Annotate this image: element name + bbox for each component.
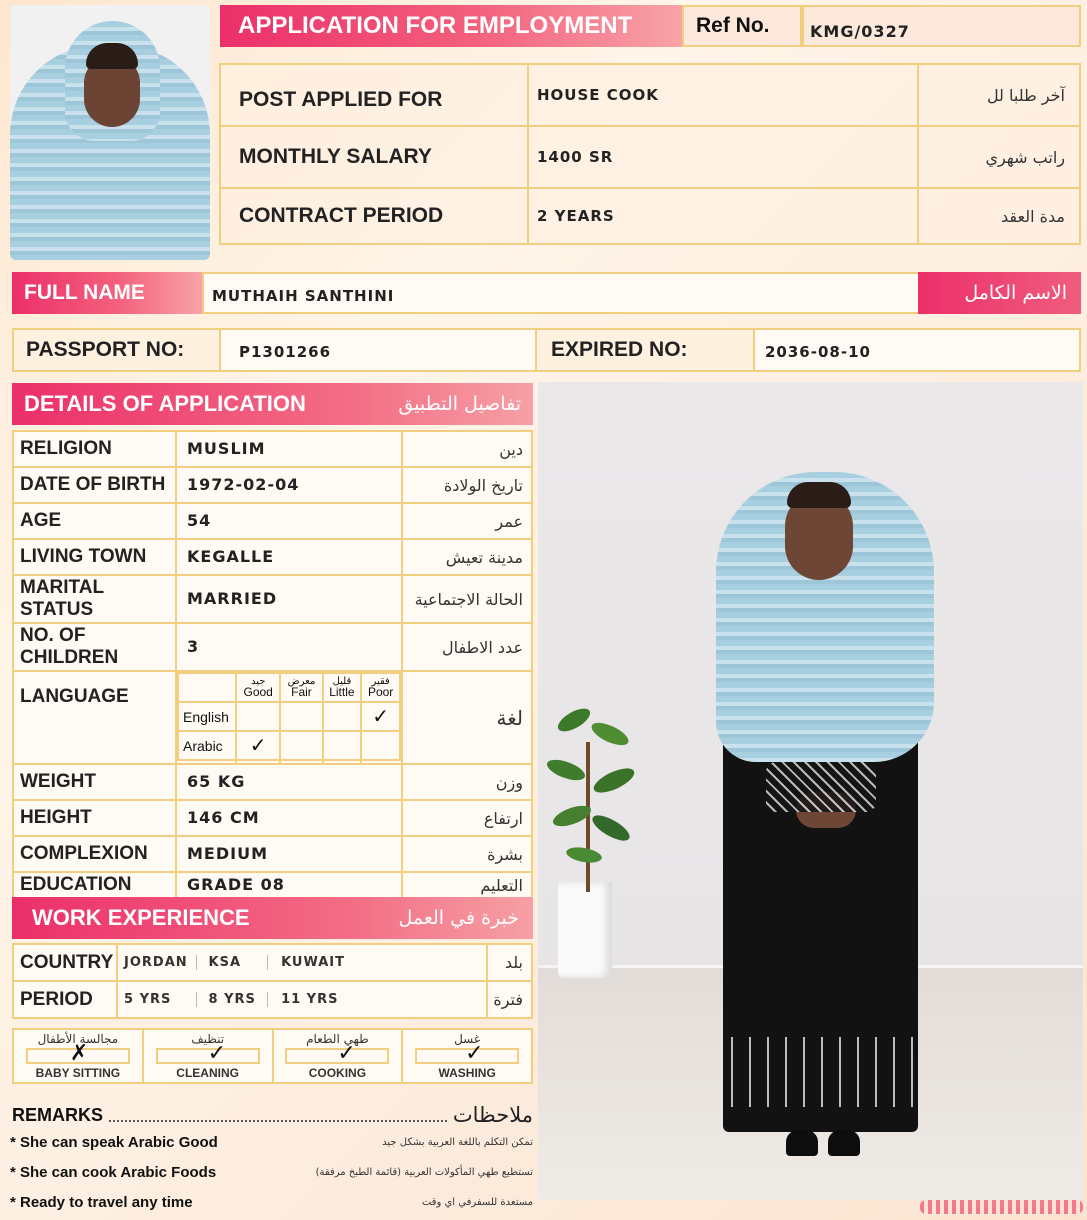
passport-value: P1301266 <box>239 343 332 361</box>
remark-item <box>10 1127 533 1157</box>
skill-cleaning-ar: تنظيف <box>191 1032 225 1046</box>
post-applied-value: HOUSE COOK <box>537 85 659 104</box>
town-ar: مدينة تعيش <box>445 547 523 567</box>
country-ar: بلد <box>504 953 523 972</box>
weight-ar: وزن <box>495 772 523 792</box>
skill-washing-mark: ✓ <box>465 1040 484 1065</box>
work-table <box>12 943 533 1019</box>
post-applied-ar: آخر طلبا لل <box>986 85 1065 105</box>
full-name-label-cell <box>12 272 202 314</box>
lang-english: English <box>183 708 229 725</box>
complexion-ar: بشرة <box>487 844 523 864</box>
job-table <box>219 63 1081 245</box>
remark-2-ar: تستطيع طهي المأكولات العربية (قائمة الطبخ مرفقة) <box>315 1166 533 1178</box>
age-ar: عمر <box>495 511 523 531</box>
contract-ar: مدة العقد <box>1001 206 1065 226</box>
skill-cooking-mark: ✓ <box>337 1040 356 1065</box>
language-grid <box>177 672 401 763</box>
salary-label: MONTHLY SALARY <box>239 145 432 168</box>
town-value: KEGALLE <box>187 547 275 566</box>
salary-ar: راتب شهري <box>985 147 1065 167</box>
country-label: COUNTRY <box>20 951 114 973</box>
remarks-list <box>10 1127 533 1219</box>
education-ar: التعليم <box>480 875 523 895</box>
salary-value: 1400 SR <box>537 147 614 166</box>
marital-ar: الحالة الاجتماعية <box>414 589 523 609</box>
language-ar: لغة <box>496 705 523 730</box>
dob-label: DATE OF BIRTH <box>20 474 166 495</box>
full-name-ar: الاسم الكامل <box>964 282 1067 304</box>
remark-3-ar: مستعدة للسفرفي اي وقت <box>421 1196 533 1208</box>
remark-1-ar: تمكن التكلم باللغة العربية بشكل جيد <box>382 1136 533 1148</box>
level-little: Little <box>329 685 355 699</box>
level-little-ar: قليل <box>332 676 352 687</box>
education-value: GRADE 08 <box>187 875 285 894</box>
lang-arabic: Arabic <box>183 737 223 754</box>
header-title-bar <box>220 5 682 47</box>
marital-label: MARITAL STATUS <box>20 577 104 620</box>
full-name-label: FULL NAME <box>24 281 145 304</box>
work-header <box>12 897 533 939</box>
education-label: EDUCATION <box>20 874 132 895</box>
skills-row <box>12 1028 533 1084</box>
country-2: KSA <box>203 955 268 970</box>
level-fair-ar: معرض <box>287 676 316 687</box>
religion-label: RELIGION <box>20 438 112 459</box>
remark-3-en: * Ready to travel any time <box>10 1193 193 1211</box>
contract-label: CONTRACT PERIOD <box>239 204 444 227</box>
remark-item <box>10 1157 533 1187</box>
dob-ar: تاريخ الولادة <box>443 475 523 495</box>
full-name-ar-cell <box>918 272 1081 314</box>
skill-cleaning: CLEANING <box>176 1066 239 1080</box>
remark-2-en: * She can cook Arabic Foods <box>10 1163 217 1181</box>
skill-babysitting-mark: ✗ <box>69 1040 89 1065</box>
children-label: NO. OF CHILDREN <box>20 625 119 668</box>
full-name-value: MUTHAIH SANTHINI <box>212 287 395 305</box>
religion-value: MUSLIM <box>187 439 266 458</box>
period-1: 5 YRS <box>124 992 197 1007</box>
work-title-ar: خبرة في العمل <box>398 907 519 929</box>
period-2: 8 YRS <box>203 992 268 1007</box>
details-title: DETAILS OF APPLICATION <box>24 391 306 416</box>
weight-label: WEIGHT <box>20 771 96 792</box>
skill-cleaning-mark: ✓ <box>207 1040 227 1065</box>
passport-row <box>12 328 1081 372</box>
complexion-label: COMPLEXION <box>20 843 148 864</box>
height-label: HEIGHT <box>20 807 92 828</box>
period-label: PERIOD <box>20 988 93 1010</box>
plant-leaves <box>546 712 636 892</box>
period-ar: فترة <box>493 990 523 1009</box>
post-applied-label: POST APPLIED FOR <box>239 87 443 111</box>
ref-value-cell <box>802 5 1081 47</box>
skill-babysitting: BABY SITTING <box>35 1066 121 1080</box>
religion-ar: دين <box>499 439 523 459</box>
marital-value: MARRIED <box>187 589 278 608</box>
remark-item <box>10 1187 533 1217</box>
level-poor: Poor <box>367 685 394 699</box>
skill-babysitting-ar: مجالسة الأطفال <box>37 1032 119 1046</box>
passport-label: PASSPORT NO: <box>26 338 185 361</box>
decorative-dots <box>920 1200 1083 1214</box>
skill-cooking: COOKING <box>308 1066 367 1080</box>
ref-value: KMG/0327 <box>810 21 910 41</box>
details-header <box>12 383 533 425</box>
expiry-value: 2036-08-10 <box>765 343 871 361</box>
remark-1-en: * She can speak Arabic Good <box>10 1133 218 1151</box>
ref-label-cell <box>682 5 802 47</box>
remarks-header <box>12 1100 533 1130</box>
full-body-photo <box>538 382 1083 1200</box>
children-ar: عدد الاطفال <box>441 637 523 657</box>
skill-washing: WASHING <box>438 1066 496 1080</box>
town-label: LIVING TOWN <box>20 546 147 567</box>
page-title: APPLICATION FOR EMPLOYMENT <box>238 12 633 39</box>
period-3: 11 YRS <box>281 992 339 1007</box>
level-fair: Fair <box>291 685 312 699</box>
age-label: AGE <box>20 510 62 531</box>
children-value: 3 <box>187 637 200 656</box>
remarks-label-ar: ملاحظات <box>452 1103 533 1127</box>
expiry-label: EXPIRED NO: <box>551 338 688 361</box>
level-good-ar: جيد <box>250 676 266 687</box>
complexion-value: MEDIUM <box>187 844 268 863</box>
height-ar: ارتفاع <box>483 808 523 828</box>
work-title: WORK EXPERIENCE <box>32 905 250 930</box>
weight-value: 65 KG <box>187 772 246 791</box>
ref-label: Ref No. <box>696 14 770 37</box>
skill-washing-ar: غسل <box>454 1032 481 1046</box>
language-label: LANGUAGE <box>20 686 129 707</box>
level-good: Good <box>243 685 273 699</box>
arabic-good-mark: ✓ <box>249 735 267 757</box>
height-value: 146 CM <box>187 808 260 827</box>
country-3: KUWAIT <box>281 955 345 970</box>
country-1: JORDAN <box>124 955 197 970</box>
skill-cooking-ar: طهي الطعام <box>306 1032 369 1046</box>
contract-value: 2 YEARS <box>537 206 615 225</box>
age-value: 54 <box>187 511 212 530</box>
details-table <box>12 430 533 895</box>
english-poor-mark: ✓ <box>372 706 390 728</box>
remarks-label: REMARKS <box>12 1104 104 1125</box>
portrait-photo <box>10 5 210 260</box>
details-title-ar: تفاصيل التطبيق <box>398 393 521 415</box>
plant-pot <box>558 882 612 978</box>
full-name-value-cell <box>202 272 920 314</box>
level-poor-ar: فقير <box>371 676 390 687</box>
dob-value: 1972-02-04 <box>187 475 300 494</box>
